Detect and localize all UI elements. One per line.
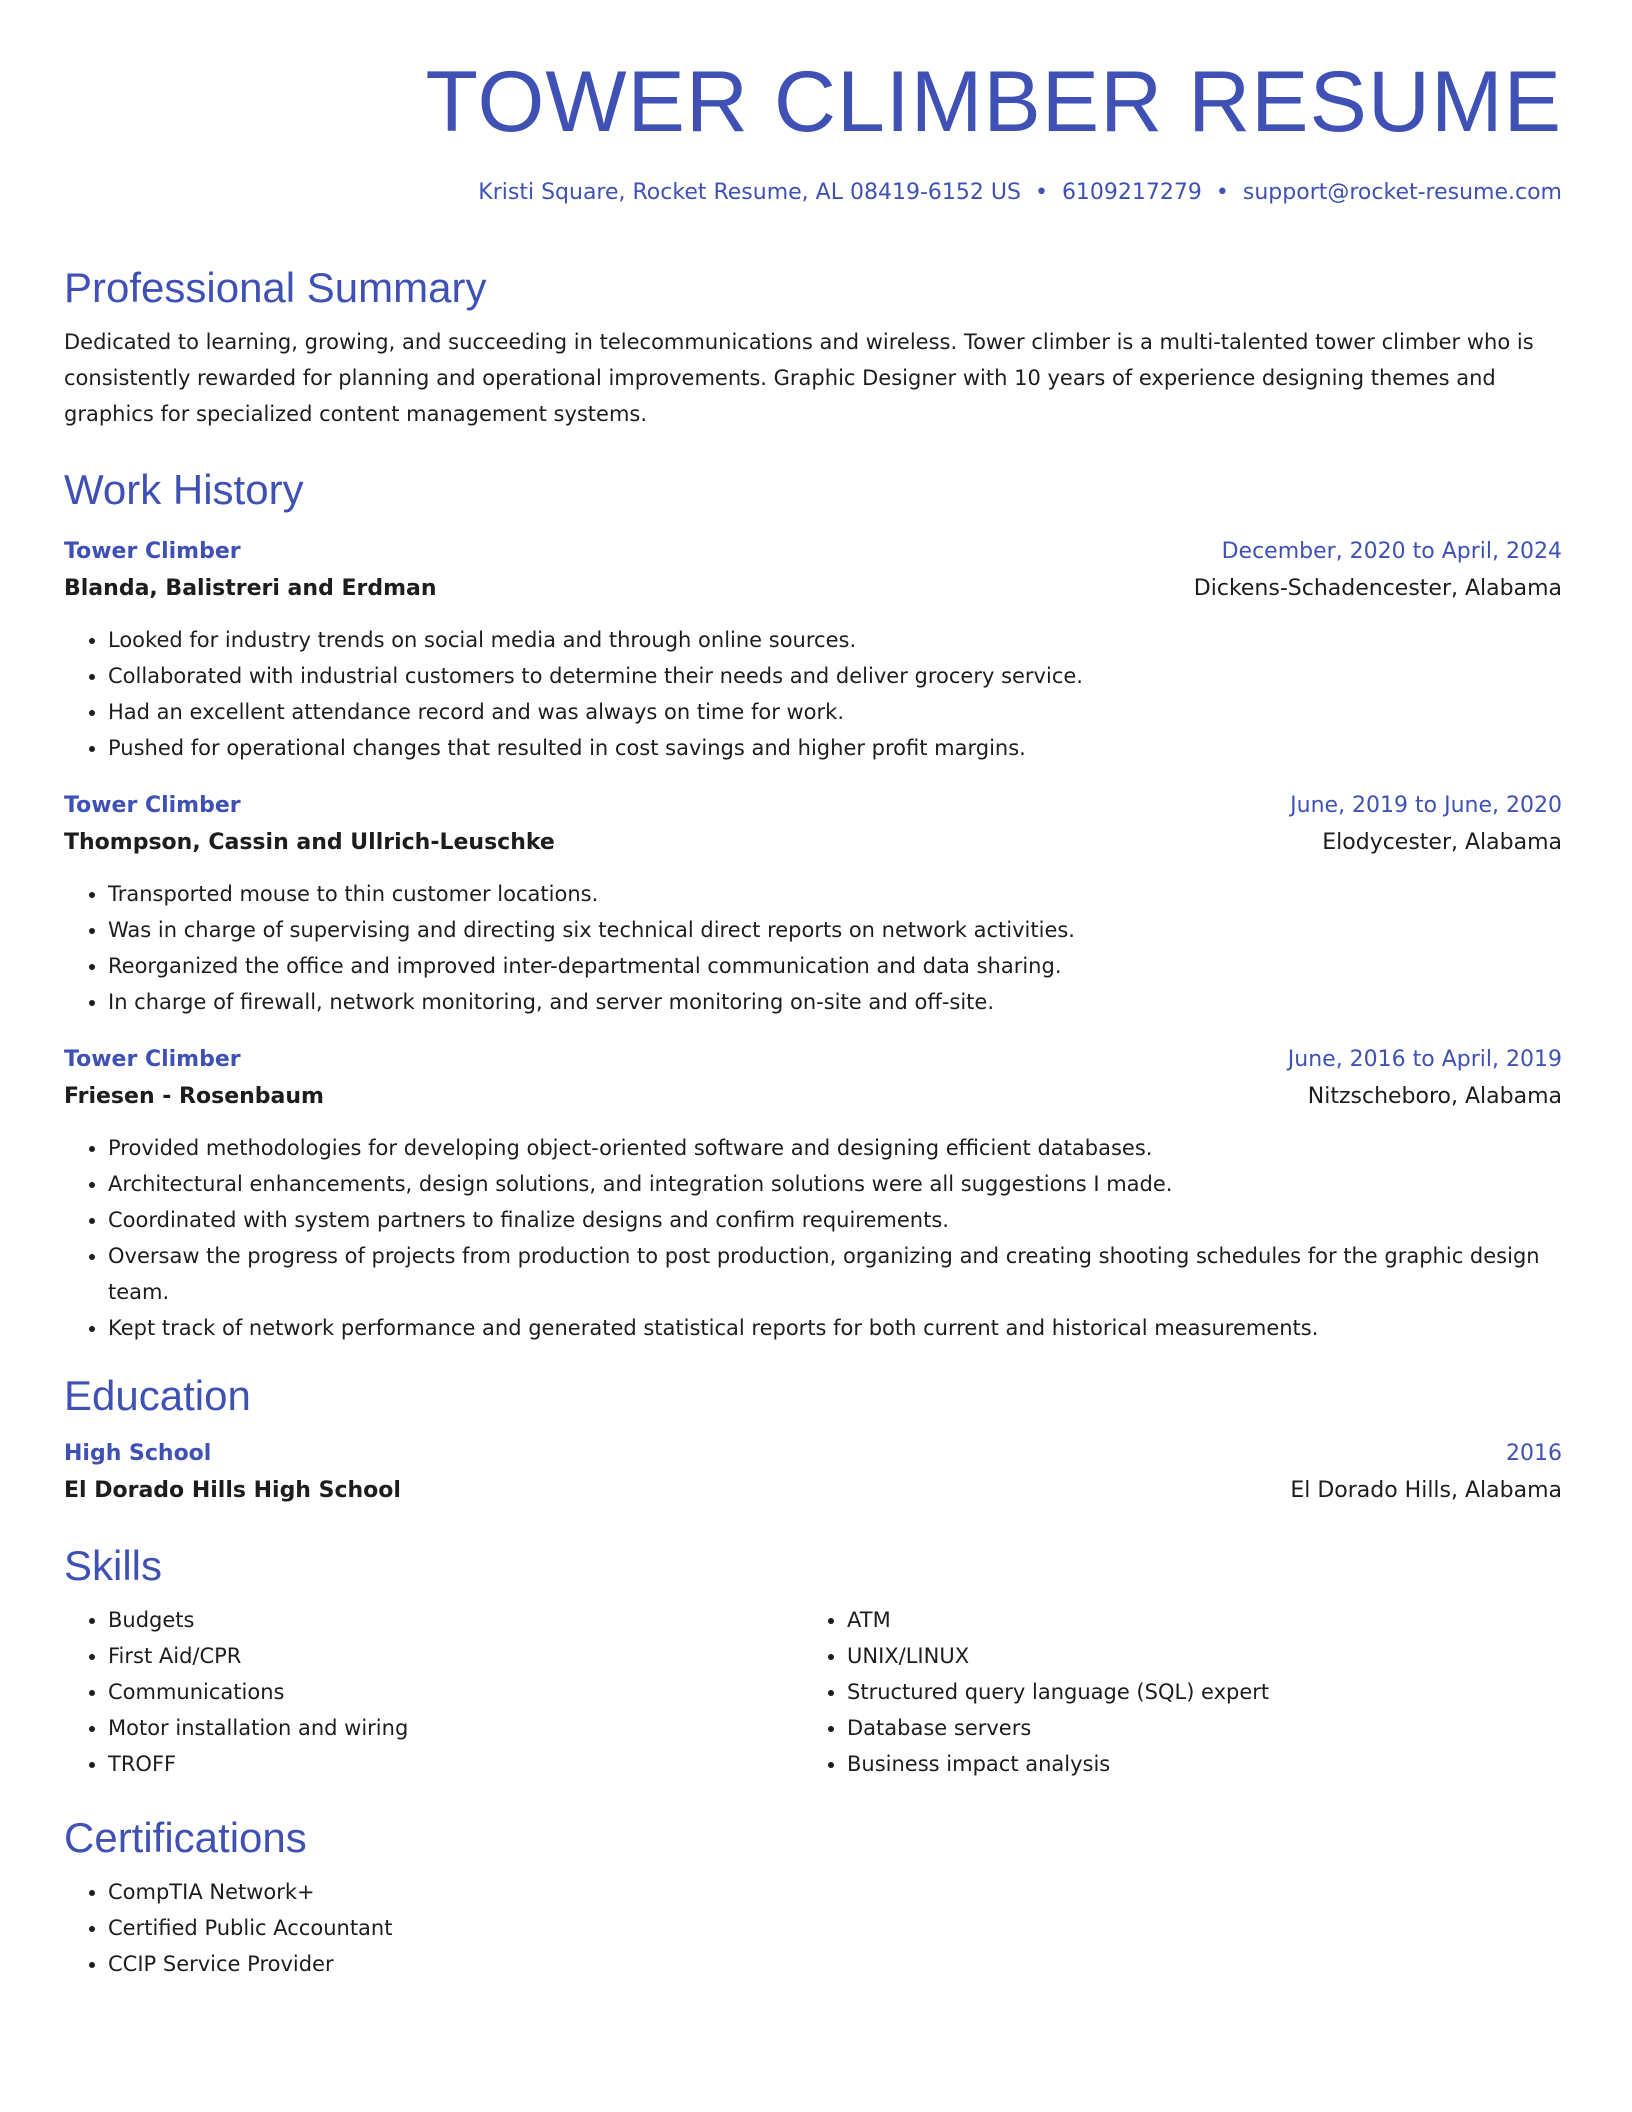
skill-item: • First Aid/CPR xyxy=(108,1638,803,1674)
contact-line xyxy=(478,178,1562,208)
job-company: Thompson, Cassin and Ullrich-Leuschke xyxy=(64,830,555,855)
job-dates: June, 2019 to June, 2020 xyxy=(1290,793,1562,818)
section-title-skills: Skills xyxy=(64,1542,163,1589)
summary-section xyxy=(64,258,1562,432)
education-section xyxy=(64,1366,1562,1510)
address: Kristi Square, Rocket Resume, AL 08419-6152 US xyxy=(478,180,1021,205)
job-company: Blanda, Balistreri and Erdman xyxy=(64,576,437,601)
job-bullet: • Provided methodologies for developing object-oriented software and designing efficient databases. xyxy=(108,1130,1562,1166)
job-location: Dickens-Schadencester, Alabama xyxy=(1193,576,1562,601)
job-bullets xyxy=(64,876,1562,1020)
summary-text: Dedicated to learning, growing, and succeeding in telecommunications and wireless. Tower climber is a multi-talented tower climber who is consistently rewarded for planning and operational improvements. Graphic Designer with 10 years of experience designing themes and graphics for specialized content management systems. xyxy=(64,330,1534,426)
resume-content xyxy=(64,258,1562,1982)
skills-list-left xyxy=(64,1602,803,1782)
job-role: Tower Climber xyxy=(64,793,241,818)
job-company: Friesen - Rosenbaum xyxy=(64,1084,324,1109)
work-history-section xyxy=(64,460,1562,1346)
job-bullet: • Reorganized the office and improved inter-departmental communication and data sharing. xyxy=(108,948,1562,984)
job-bullet: • Coordinated with system partners to finalize designs and confirm requirements. xyxy=(108,1202,1562,1238)
skill-item: • Structured query language (SQL) expert xyxy=(847,1674,1542,1710)
certifications-section xyxy=(64,1808,1562,1982)
job-bullet: • Looked for industry trends on social media and through online sources. xyxy=(108,622,1562,658)
skill-item: • Communications xyxy=(108,1674,803,1710)
section-title-education: Education xyxy=(64,1372,251,1419)
job-bullet: • Architectural enhancements, design solutions, and integration solutions were all suggestions I made. xyxy=(108,1166,1562,1202)
job-bullet: • Pushed for operational changes that resulted in cost savings and higher profit margins. xyxy=(108,730,1562,766)
job-entry xyxy=(64,788,1562,1020)
resume-title: TOWER CLIMBER RESUME xyxy=(425,54,1562,150)
certification-item: • Certified Public Accountant xyxy=(108,1910,1562,1946)
job-bullet: • Transported mouse to thin customer locations. xyxy=(108,876,1562,912)
job-entry xyxy=(64,534,1562,766)
phone: 6109217279 xyxy=(1061,180,1202,205)
certifications-list xyxy=(64,1874,1562,1982)
job-bullets xyxy=(64,1130,1562,1346)
job-entry xyxy=(64,1042,1562,1346)
skill-item: • ATM xyxy=(847,1602,1542,1638)
section-title-work-history: Work History xyxy=(64,466,304,513)
education-year: 2016 xyxy=(1506,1441,1562,1466)
job-role: Tower Climber xyxy=(64,1047,241,1072)
separator-dot: • xyxy=(1034,180,1048,205)
skills-list-right xyxy=(803,1602,1542,1782)
section-title-summary: Professional Summary xyxy=(64,264,487,311)
section-title-certifications: Certifications xyxy=(64,1814,307,1861)
skills-section xyxy=(64,1536,1562,1782)
job-bullet: • Had an excellent attendance record and was always on time for work. xyxy=(108,694,1562,730)
job-location: Elodycester, Alabama xyxy=(1322,830,1562,855)
job-bullet: • Oversaw the progress of projects from production to post production, organizing and creating shooting schedules for the graphic design team. xyxy=(108,1238,1562,1310)
skill-item: • Budgets xyxy=(108,1602,803,1638)
certification-item: • CompTIA Network+ xyxy=(108,1874,1562,1910)
skill-item: • Motor installation and wiring xyxy=(108,1710,803,1746)
job-role: Tower Climber xyxy=(64,539,241,564)
job-bullet: • Was in charge of supervising and directing six technical direct reports on network activities. xyxy=(108,912,1562,948)
education-degree: High School xyxy=(64,1441,212,1466)
skill-item: • Business impact analysis xyxy=(847,1746,1542,1782)
job-location: Nitzscheboro, Alabama xyxy=(1307,1084,1562,1109)
education-location: El Dorado Hills, Alabama xyxy=(1290,1478,1562,1503)
certification-item: • CCIP Service Provider xyxy=(108,1946,1562,1982)
skill-item: • TROFF xyxy=(108,1746,803,1782)
skill-item: • Database servers xyxy=(847,1710,1542,1746)
separator-dot: • xyxy=(1215,180,1229,205)
job-bullet: • Collaborated with industrial customers to determine their needs and deliver grocery service. xyxy=(108,658,1562,694)
skill-item: • UNIX/LINUX xyxy=(847,1638,1542,1674)
job-dates: December, 2020 to April, 2024 xyxy=(1221,539,1562,564)
job-bullets xyxy=(64,622,1562,766)
job-dates: June, 2016 to April, 2019 xyxy=(1287,1047,1562,1072)
email-link[interactable]: support@rocket-resume.com xyxy=(1242,180,1562,205)
job-bullet: • In charge of firewall, network monitoring, and server monitoring on-site and off-site. xyxy=(108,984,1562,1020)
job-bullet: • Kept track of network performance and generated statistical reports for both current and historical measurements. xyxy=(108,1310,1562,1346)
skills-columns xyxy=(64,1602,1562,1782)
education-entry xyxy=(64,1436,1562,1510)
education-school: El Dorado Hills High School xyxy=(64,1478,401,1503)
